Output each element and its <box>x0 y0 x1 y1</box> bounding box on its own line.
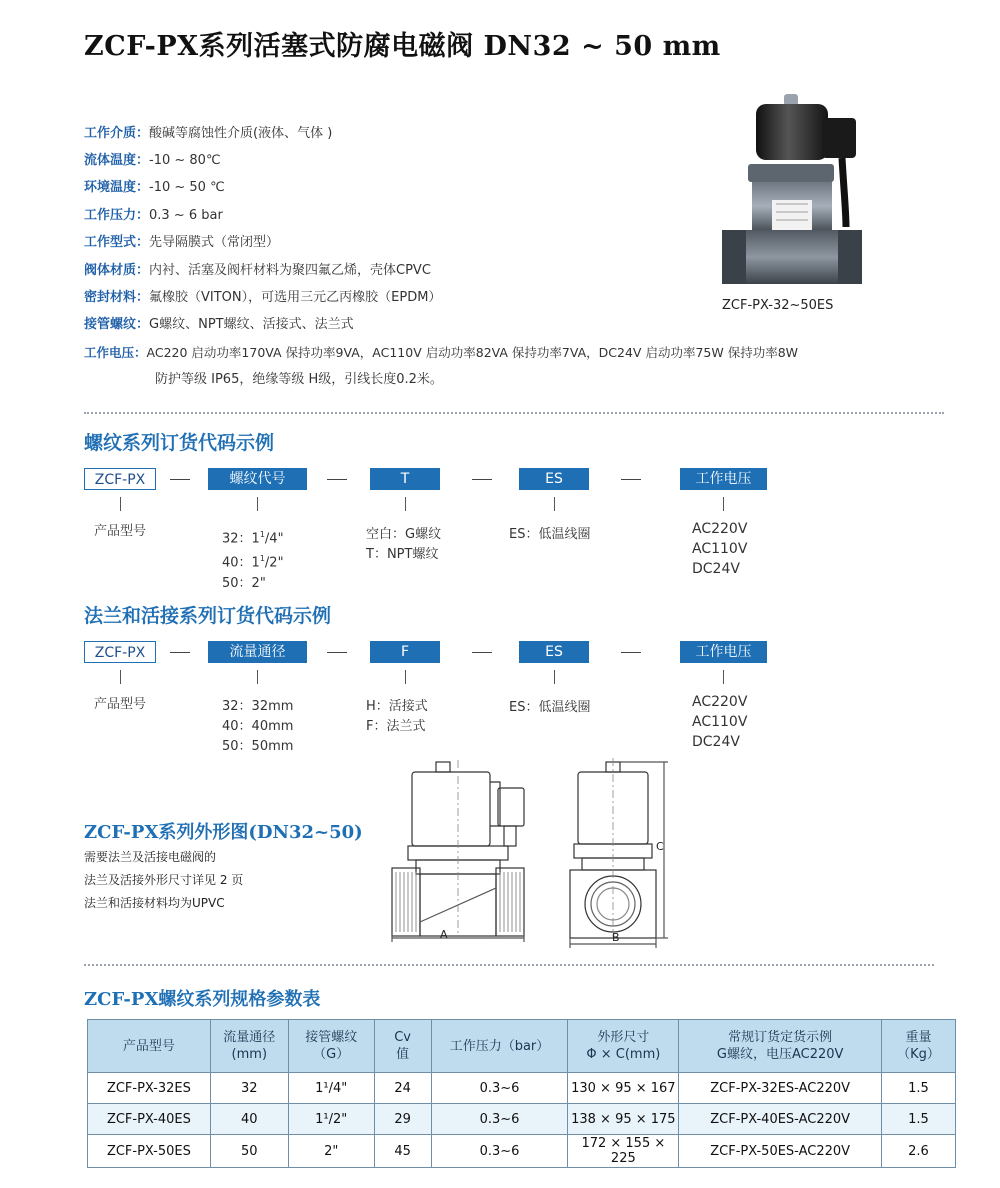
param-table-title: ZCF-PX螺纹系列规格参数表 <box>84 989 321 1010</box>
spec-row-medium <box>84 124 332 144</box>
spec-label: 工作压力： <box>84 208 150 223</box>
header-cv: Cv 值 <box>374 1020 431 1073</box>
voltage-line: AC110V <box>692 541 748 557</box>
cell-thread: 2" <box>288 1135 374 1168</box>
connector-tick <box>120 670 121 684</box>
separator-dash <box>472 652 492 653</box>
spec-label: 阀体材质： <box>84 263 150 278</box>
cell-thread: 1¹/2" <box>288 1104 374 1135</box>
separator-dash <box>327 652 347 653</box>
spec-label: 密封材料： <box>84 290 150 305</box>
code-box-bore: 流量通径 <box>208 641 307 663</box>
cell-size: 172 × 155 × 225 <box>568 1135 679 1168</box>
spec-row-voltage <box>84 343 798 363</box>
connector-tick <box>257 670 258 684</box>
outline-note: 需要法兰及活接电磁阀的 <box>84 850 217 864</box>
spec-row-type <box>84 233 279 253</box>
separator-dash <box>170 479 190 480</box>
code-box-model: ZCF-PX <box>84 641 156 663</box>
spec-label: 工作介质： <box>84 126 150 141</box>
voltage-line: DC24V <box>692 561 740 577</box>
flange-section-title: 法兰和活接系列订货代码示例 <box>84 605 332 627</box>
spec-row-ambient-temp <box>84 178 225 198</box>
spec-value: 氟橡胶（VITON），可选用三元乙丙橡胶（EPDM） <box>149 290 442 305</box>
spec-value: -10 ~ 80℃ <box>149 153 221 168</box>
header-bore: 流量通径 (mm) <box>210 1020 288 1073</box>
dimension-label-a: A <box>440 928 448 941</box>
connector-tick <box>405 497 406 511</box>
table-row <box>88 1135 956 1168</box>
connector-tick <box>723 497 724 511</box>
code-box-model: ZCF-PX <box>84 468 156 490</box>
thread-type-line: T：NPT螺纹 <box>366 547 439 562</box>
outline-note: 法兰和活接材料均为UPVC <box>84 896 225 910</box>
connector-tick <box>554 670 555 684</box>
separator-dash <box>170 652 190 653</box>
connect-type-line: H：活接式 <box>366 699 428 714</box>
thread-section-title: 螺纹系列订货代码示例 <box>84 432 275 454</box>
thread-es-line: ES：低温线圈 <box>509 527 591 542</box>
connector-tick <box>723 670 724 684</box>
connect-type-line: F：法兰式 <box>366 719 426 734</box>
header-pressure: 工作压力（bar） <box>431 1020 568 1073</box>
cell-thread: 1¹/4" <box>288 1073 374 1104</box>
spec-label: 环境温度： <box>84 180 150 195</box>
cell-bore: 50 <box>210 1135 288 1168</box>
cell-order: ZCF-PX-32ES-AC220V <box>679 1073 882 1104</box>
cell-model: ZCF-PX-32ES <box>88 1073 211 1104</box>
code-box-type: F <box>370 641 440 663</box>
cell-order: ZCF-PX-50ES-AC220V <box>679 1135 882 1168</box>
cell-pressure: 0.3~6 <box>431 1073 568 1104</box>
thread-voltage-list <box>692 519 747 579</box>
spec-row-body-material <box>84 261 431 281</box>
spec-row-thread <box>84 315 354 335</box>
code-box-es: ES <box>519 468 589 490</box>
header-size: 外形尺寸 Φ × C(mm) <box>568 1020 679 1073</box>
table-row <box>88 1104 956 1135</box>
connector-tick <box>554 497 555 511</box>
spec-value: 先导隔膜式（常闭型） <box>149 235 280 250</box>
spec-table <box>87 1019 956 1168</box>
spec-value: 内衬、活塞及阀杆材料为聚四氟乙烯，壳体CPVC <box>149 263 431 278</box>
voltage-line: DC24V <box>692 734 740 750</box>
flange-es-line: ES：低温线圈 <box>509 700 591 715</box>
connector-tick <box>257 497 258 511</box>
code-box-voltage: 工作电压 <box>680 641 767 663</box>
section-divider <box>84 964 934 966</box>
separator-dash <box>472 479 492 480</box>
thread-size-list <box>222 525 284 594</box>
voltage-line: AC220V <box>692 521 748 537</box>
side-view-drawing <box>560 758 672 950</box>
cell-cv: 24 <box>374 1073 431 1104</box>
bore-size-line: 32：32mm <box>222 699 294 714</box>
cell-bore: 40 <box>210 1104 288 1135</box>
spec-label: 工作型式： <box>84 235 150 250</box>
voltage-line: AC220V <box>692 694 748 710</box>
cell-model: ZCF-PX-50ES <box>88 1135 211 1168</box>
bore-size-line: 40：40mm <box>222 719 294 734</box>
table-header-row <box>88 1020 956 1073</box>
thread-size-line: 50：2" <box>222 575 266 591</box>
spec-row-seal <box>84 288 441 308</box>
header-weight: 重量 （Kg） <box>882 1020 956 1073</box>
front-view-drawing <box>386 760 532 950</box>
spec-row-fluid-temp <box>84 151 221 171</box>
table-row <box>88 1073 956 1104</box>
code-box-type: T <box>370 468 440 490</box>
product-caption: ZCF-PX-32~50ES <box>722 298 834 313</box>
cell-weight: 2.6 <box>882 1135 956 1168</box>
header-order-example: 常规订货定货示例 G螺纹，电压AC220V <box>679 1020 882 1073</box>
spec-value: -10 ~ 50 ℃ <box>149 180 225 195</box>
flange-voltage-list <box>692 692 747 752</box>
spec-extra: 防护等级 IP65，绝缘等级 H级，引线长度0.2米。 <box>155 372 443 387</box>
page-title: ZCF-PX系列活塞式防腐电磁阀 DN32 ~ 50 mm <box>84 31 721 62</box>
spec-label: 接管螺纹： <box>84 317 150 332</box>
product-model-label: 产品型号 <box>94 697 147 712</box>
code-box-voltage: 工作电压 <box>680 468 767 490</box>
cell-pressure: 0.3~6 <box>431 1135 568 1168</box>
bore-size-list <box>222 697 293 757</box>
outline-section-title: ZCF-PX系列外形图(DN32~50) <box>84 822 363 843</box>
thread-type-list <box>366 525 441 565</box>
thread-type-line: 空白：G螺纹 <box>366 527 442 542</box>
spec-value: 酸碱等腐蚀性介质(液体、气体 ) <box>149 126 333 141</box>
code-box-thread: 螺纹代号 <box>208 468 307 490</box>
spec-label: 流体温度： <box>84 153 150 168</box>
cell-size: 138 × 95 × 175 <box>568 1104 679 1135</box>
separator-dash <box>621 652 641 653</box>
section-divider <box>84 412 944 414</box>
voltage-line: AC110V <box>692 714 748 730</box>
cell-weight: 1.5 <box>882 1104 956 1135</box>
spec-row-pressure <box>84 206 223 226</box>
spec-value: 0.3 ~ 6 bar <box>149 208 223 223</box>
connect-type-list <box>366 697 428 737</box>
spec-label: 工作电压： <box>84 345 147 360</box>
dimension-label-b: B <box>612 931 620 944</box>
connector-tick <box>120 497 121 511</box>
spec-value: G螺纹、NPT螺纹、活接式、法兰式 <box>149 317 354 332</box>
code-box-es: ES <box>519 641 589 663</box>
valve-product-image <box>718 92 866 292</box>
outline-note: 法兰及活接外形尺寸详见 2 页 <box>84 873 244 887</box>
spec-value: AC220 启动功率170VA 保持功率9VA，AC110V 启动功率82VA 保持功率7VA，DC24V 启动功率75W 保持功率8W <box>146 345 799 360</box>
cell-cv: 45 <box>374 1135 431 1168</box>
cell-model: ZCF-PX-40ES <box>88 1104 211 1135</box>
thread-size-line: 32：$1^1/4$" <box>222 530 284 547</box>
connector-tick <box>405 670 406 684</box>
header-thread: 接管螺纹 （G） <box>288 1020 374 1073</box>
cell-size: 130 × 95 × 167 <box>568 1073 679 1104</box>
bore-size-line: 50：50mm <box>222 739 294 754</box>
product-model-label: 产品型号 <box>94 524 147 539</box>
cell-cv: 29 <box>374 1104 431 1135</box>
cell-pressure: 0.3~6 <box>431 1104 568 1135</box>
separator-dash <box>327 479 347 480</box>
separator-dash <box>621 479 641 480</box>
thread-size-line: 40：$1^1/2$" <box>222 554 284 571</box>
dimension-label-c: C <box>656 840 664 853</box>
cell-bore: 32 <box>210 1073 288 1104</box>
header-model: 产品型号 <box>88 1020 211 1073</box>
cell-weight: 1.5 <box>882 1073 956 1104</box>
cell-order: ZCF-PX-40ES-AC220V <box>679 1104 882 1135</box>
